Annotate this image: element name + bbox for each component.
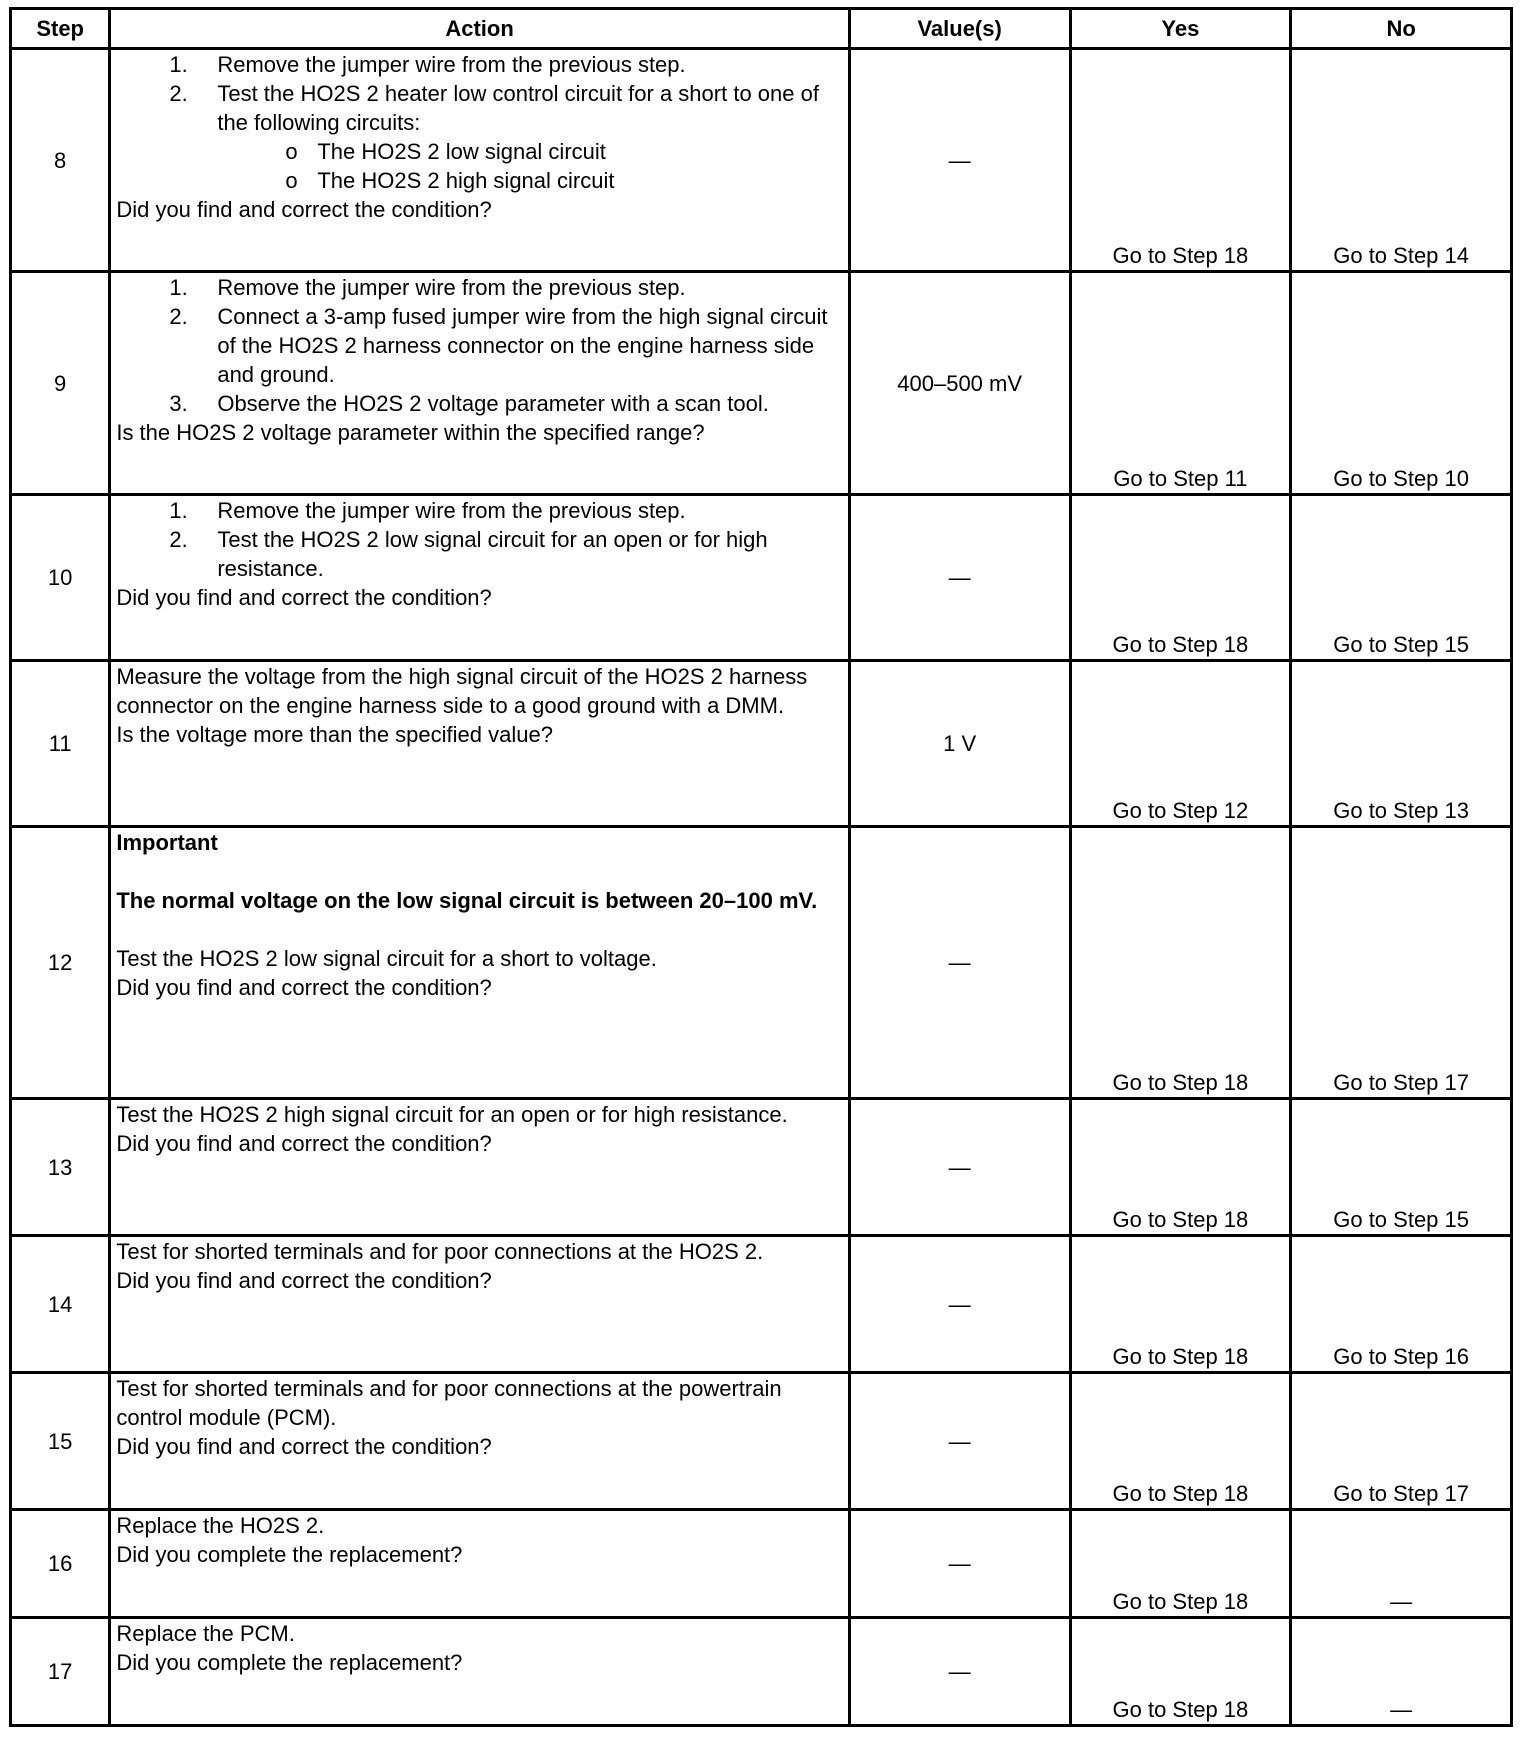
no-cell: Go to Step 15 <box>1291 495 1512 661</box>
action-steps <box>116 496 843 583</box>
table-row <box>11 272 1512 495</box>
header-values: Value(s) <box>849 9 1070 49</box>
table-row <box>11 1373 1512 1510</box>
action-cell <box>110 495 849 661</box>
header-action: Action <box>110 9 849 49</box>
action-cell <box>110 1618 849 1726</box>
diagnostic-table <box>9 7 1513 1727</box>
action-cell <box>110 1236 849 1373</box>
yes-cell: Go to Step 11 <box>1070 272 1291 495</box>
action-cell <box>110 827 849 1099</box>
action-text: Test for shorted terminals and for poor connections at the HO2S 2. <box>116 1239 764 1264</box>
table-row <box>11 495 1512 661</box>
value-cell: 1 V <box>849 661 1070 827</box>
step-number: 8 <box>11 49 110 272</box>
action-cell <box>110 661 849 827</box>
table-row <box>11 1510 1512 1618</box>
table-row <box>11 49 1512 272</box>
action-question: Did you find and correct the condition? <box>116 975 492 1000</box>
sub-item: o The HO2S 2 high signal circuit <box>285 168 615 193</box>
important-text: The normal voltage on the low signal circuit is between 20–100 mV. <box>116 888 818 913</box>
action-question: Did you find and correct the condition? <box>116 1268 492 1293</box>
sub-item: o The HO2S 2 low signal circuit <box>285 139 606 164</box>
action-step: 3. Observe the HO2S 2 voltage parameter with a scan tool. <box>169 391 769 416</box>
yes-cell: Go to Step 18 <box>1070 827 1291 1099</box>
table-row <box>11 661 1512 827</box>
action-cell <box>110 1099 849 1236</box>
action-text: Replace the PCM. <box>116 1621 295 1646</box>
action-step: 2. Test the HO2S 2 low signal circuit for an open or for high resistance. <box>169 527 768 581</box>
action-text: Test the HO2S 2 high signal circuit for an open or for high resistance. <box>116 1102 788 1127</box>
action-question: Did you find and correct the condition? <box>116 1434 492 1459</box>
action-cell <box>110 49 849 272</box>
action-step: 1. Remove the jumper wire from the previous step. <box>169 498 686 523</box>
header-yes: Yes <box>1070 9 1291 49</box>
step-number: 15 <box>11 1373 110 1510</box>
step-number: 9 <box>11 272 110 495</box>
no-cell: Go to Step 10 <box>1291 272 1512 495</box>
no-cell: — <box>1291 1510 1512 1618</box>
step-number: 14 <box>11 1236 110 1373</box>
sub-list <box>217 137 843 195</box>
yes-cell: Go to Step 18 <box>1070 495 1291 661</box>
action-question: Did you complete the replacement? <box>116 1650 463 1675</box>
step-number: 11 <box>11 661 110 827</box>
action-cell <box>110 1373 849 1510</box>
step-number: 12 <box>11 827 110 1099</box>
value-cell: — <box>849 827 1070 1099</box>
yes-cell: Go to Step 18 <box>1070 49 1291 272</box>
header-step: Step <box>11 9 110 49</box>
value-cell: — <box>849 1618 1070 1726</box>
action-step: 1. Remove the jumper wire from the previous step. <box>169 52 686 77</box>
yes-cell: Go to Step 12 <box>1070 661 1291 827</box>
action-cell <box>110 1510 849 1618</box>
action-question: Is the voltage more than the specified value? <box>116 722 553 747</box>
action-question: Did you find and correct the condition? <box>116 197 492 222</box>
action-question: Did you find and correct the condition? <box>116 585 492 610</box>
action-step: 2. Connect a 3-amp fused jumper wire from the high signal circuit of the HO2S 2 harness connector on the engine harness side and ground. <box>169 304 828 387</box>
value-cell: — <box>849 495 1070 661</box>
table-row <box>11 1099 1512 1236</box>
value-cell: — <box>849 1236 1070 1373</box>
no-cell: Go to Step 13 <box>1291 661 1512 827</box>
action-text: Replace the HO2S 2. <box>116 1513 325 1538</box>
no-cell: Go to Step 17 <box>1291 1373 1512 1510</box>
yes-cell: Go to Step 18 <box>1070 1099 1291 1236</box>
action-text: Test for shorted terminals and for poor connections at the powertrain control module (PCM). <box>116 1376 782 1430</box>
no-cell: Go to Step 17 <box>1291 827 1512 1099</box>
header-row <box>11 9 1512 49</box>
value-cell: 400–500 mV <box>849 272 1070 495</box>
yes-cell: Go to Step 18 <box>1070 1618 1291 1726</box>
step-number: 16 <box>11 1510 110 1618</box>
value-cell: — <box>849 49 1070 272</box>
step-number: 10 <box>11 495 110 661</box>
header-no: No <box>1291 9 1512 49</box>
important-label: Important <box>116 830 218 855</box>
no-cell: — <box>1291 1618 1512 1726</box>
no-cell: Go to Step 16 <box>1291 1236 1512 1373</box>
action-cell <box>110 272 849 495</box>
value-cell: — <box>849 1510 1070 1618</box>
action-steps <box>116 273 843 418</box>
action-steps <box>116 50 843 195</box>
value-cell: — <box>849 1099 1070 1236</box>
action-step: 1. Remove the jumper wire from the previous step. <box>169 275 686 300</box>
action-question: Is the HO2S 2 voltage parameter within the specified range? <box>116 420 705 445</box>
table-row <box>11 827 1512 1099</box>
step-number: 13 <box>11 1099 110 1236</box>
action-text: Test the HO2S 2 low signal circuit for a short to voltage. <box>116 946 657 971</box>
action-question: Did you complete the replacement? <box>116 1542 463 1567</box>
yes-cell: Go to Step 18 <box>1070 1510 1291 1618</box>
action-text: Measure the voltage from the high signal circuit of the HO2S 2 harness connector on the engine harness side to a good ground with a DMM. <box>116 664 808 718</box>
no-cell: Go to Step 14 <box>1291 49 1512 272</box>
yes-cell: Go to Step 18 <box>1070 1373 1291 1510</box>
table-row <box>11 1236 1512 1373</box>
action-question: Did you find and correct the condition? <box>116 1131 492 1156</box>
value-cell: — <box>849 1373 1070 1510</box>
no-cell: Go to Step 15 <box>1291 1099 1512 1236</box>
step-number: 17 <box>11 1618 110 1726</box>
action-step: 2. Test the HO2S 2 heater low control circuit for a short to one of the following circuits: o The HO2S 2 low signal circuit o The HO2S 2 high signal circuit <box>116 79 843 195</box>
yes-cell: Go to Step 18 <box>1070 1236 1291 1373</box>
table-row <box>11 1618 1512 1726</box>
